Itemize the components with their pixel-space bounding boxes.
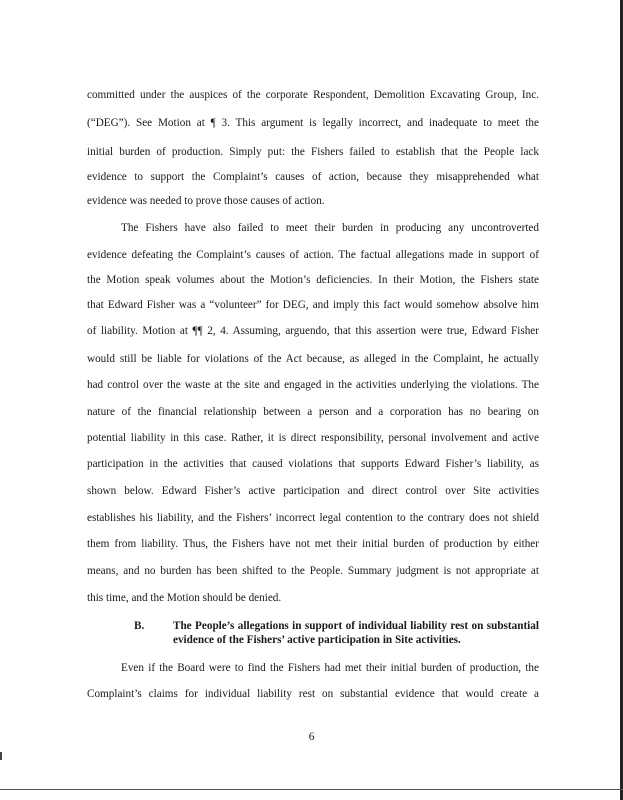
paragraph2-line-8: nature of the financial relationship between a person and a corporation has no bearing on [87,406,539,418]
paragraph2-line-1: The Fishers have also failed to meet their burden in producing any uncontroverted [121,222,539,234]
scan-mark [0,752,2,760]
paragraph2-line-15: this time, and the Motion should be denied. [87,592,282,604]
paragraph1-line-4: evidence to support the Complaint’s causes of action, because they misapprehended what [87,171,539,183]
paragraph3-line-2: Complaint’s claims for individual liability rest on substantial evidence that would create a [87,688,539,700]
paragraph2-line-11: shown below. Edward Fisher’s active participation and direct control over Site activities [87,485,539,497]
paragraph2-line-14: means, and no burden has been shifted to the People. Summary judgment is not appropriate at [87,565,539,577]
section-heading-line-2: evidence of the Fishers’ active participation in Site activities. [173,634,461,646]
paragraph2-line-2: evidence defeating the Complaint’s causes of action. The factual allegations made in support of [87,249,539,261]
paragraph2-line-7: had control over the waste at the site and engaged in the activities underlying the violations. The [87,379,539,391]
paragraph2-line-4: that Edward Fisher was a “volunteer” for DEG, and imply this fact would somehow absolve him [87,299,539,311]
paragraph2-line-13: them from liability. Thus, the Fishers have not met their initial burden of production by either [87,538,539,550]
paragraph2-line-9: potential liability in this case. Rather, it is direct responsibility, personal involvement and active [87,432,539,444]
paragraph2-line-3: the Motion speak volumes about the Motion’s deficiencies. In their Motion, the Fishers state [87,274,539,286]
paragraph2-line-5: of liability. Motion at ¶¶ 2, 4. Assuming, arguendo, that this assertion were true, Edward Fisher [87,325,539,337]
section-heading-label: B. [134,620,145,632]
paragraph2-line-12: establishes his liability, and the Fishers’ incorrect legal contention to the contrary does not shield [87,512,539,524]
paragraph1-line-5: evidence was needed to prove those causes of action. [87,195,325,207]
paragraph3-line-1: Even if the Board were to find the Fishers had met their initial burden of production, the [121,662,539,674]
paragraph1-line-1: committed under the auspices of the corporate Respondent, Demolition Excavating Group, Inc. [87,89,539,101]
page-number: 6 [308,731,315,743]
paragraph1-line-2: (“DEG”). See Motion at ¶ 3. This argument is legally incorrect, and inadequate to meet the [87,117,539,129]
section-heading-line-1: The People’s allegations in support of individual liability rest on substantial [173,620,539,632]
scan-edge-bottom [0,789,623,790]
paragraph2-line-6: would still be liable for violations of the Act because, as alleged in the Complaint, he actually [87,353,539,365]
paragraph2-line-10: participation in the activities that caused violations that supports Edward Fisher’s liability, as [87,458,539,470]
paragraph1-line-3: initial burden of production. Simply put: the Fishers failed to establish that the People lack [87,146,539,158]
